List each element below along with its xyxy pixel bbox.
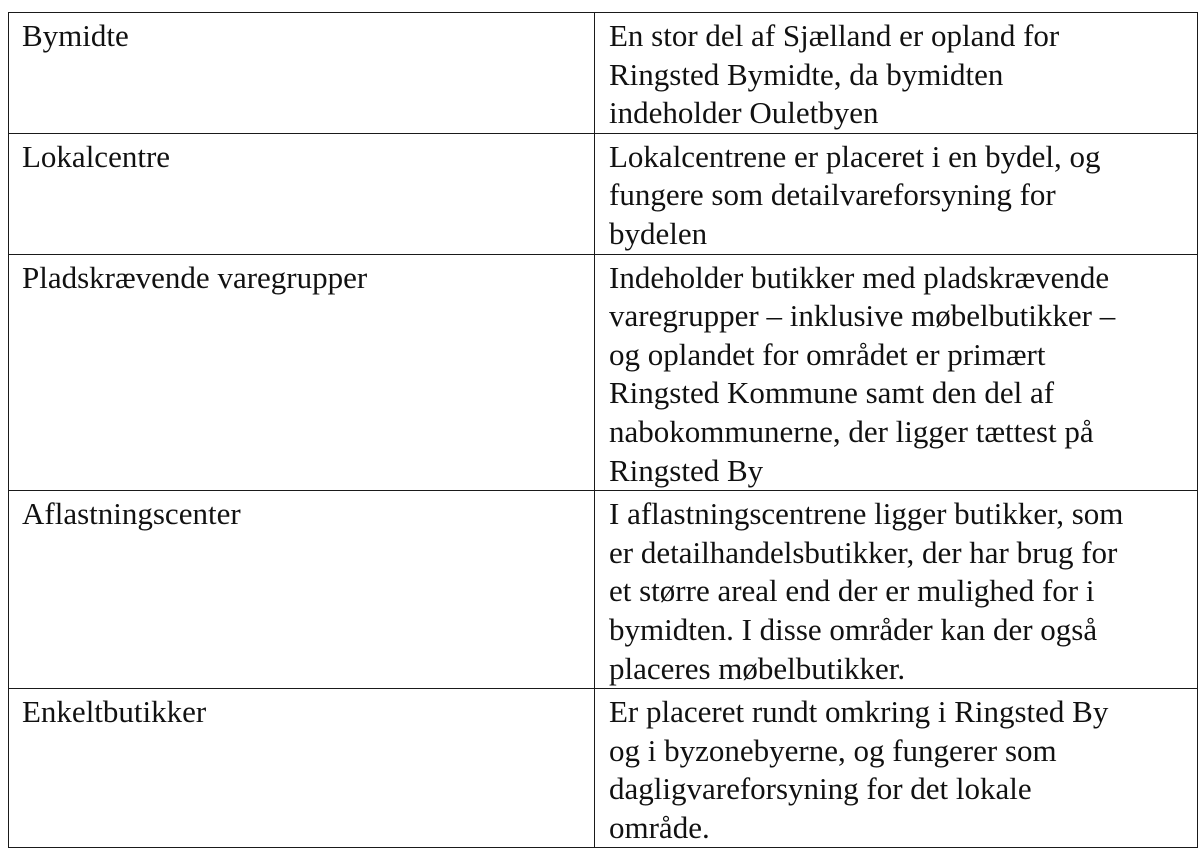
description-cell bbox=[595, 689, 1198, 848]
description-line: nabokommunerne, der ligger tættest på bbox=[609, 413, 1094, 449]
description-line: er detailhandelsbutikker, der har brug for bbox=[609, 534, 1118, 570]
term-text: Bymidte bbox=[22, 18, 129, 53]
term-text: Enkeltbutikker bbox=[22, 694, 207, 730]
description-cell bbox=[595, 13, 1198, 134]
term-text: Lokalcentre bbox=[22, 138, 171, 174]
description-line: Lokalcentrene er placeret i en bydel, og bbox=[609, 138, 1101, 174]
table-row bbox=[9, 491, 1198, 689]
description-line: og oplandet for området er primært bbox=[609, 336, 1046, 372]
description-line: et større areal end der er mulighed for i bbox=[609, 573, 1095, 609]
description-line: Indeholder butikker med pladskrævende bbox=[609, 259, 1110, 295]
description-line: bydelen bbox=[609, 215, 708, 251]
term-cell bbox=[9, 491, 595, 689]
table-row bbox=[9, 254, 1198, 491]
description-line: område. bbox=[609, 809, 710, 845]
description-cell bbox=[595, 133, 1198, 254]
term-cell bbox=[9, 689, 595, 848]
term-text: Aflastningscenter bbox=[22, 496, 241, 532]
description-line: indeholder Ouletbyen bbox=[609, 95, 879, 131]
description-cell bbox=[595, 254, 1198, 491]
description-line: placeres møbelbutikker. bbox=[609, 650, 906, 686]
term-cell bbox=[9, 13, 595, 134]
description-line: fungere som detailvareforsyning for bbox=[609, 177, 1056, 213]
table-row bbox=[9, 13, 1198, 134]
term-cell bbox=[9, 254, 595, 491]
description-line: En stor del af Sjælland er opland for bbox=[609, 18, 1060, 53]
table-row bbox=[9, 689, 1198, 848]
description-line: varegrupper – inklusive møbelbutikker – bbox=[609, 298, 1116, 334]
description-line: Er placeret rundt omkring i Ringsted By bbox=[609, 694, 1109, 730]
table-row bbox=[9, 133, 1198, 254]
retail-structure-table bbox=[8, 12, 1198, 848]
term-text: Pladskrævende varegrupper bbox=[22, 259, 368, 295]
description-line: Ringsted Kommune samt den del af bbox=[609, 375, 1055, 411]
description-line: bymidten. I disse områder kan der også bbox=[609, 611, 1098, 647]
description-line: Ringsted Bymidte, da bymidten bbox=[609, 56, 1004, 92]
description-line: I aflastningscentrene ligger butikker, som bbox=[609, 496, 1124, 532]
description-line: og i byzonebyerne, og fungerer som bbox=[609, 732, 1057, 768]
description-cell bbox=[595, 491, 1198, 689]
description-line: dagligvareforsyning for det lokale bbox=[609, 771, 1032, 807]
term-cell bbox=[9, 133, 595, 254]
description-line: Ringsted By bbox=[609, 452, 764, 488]
